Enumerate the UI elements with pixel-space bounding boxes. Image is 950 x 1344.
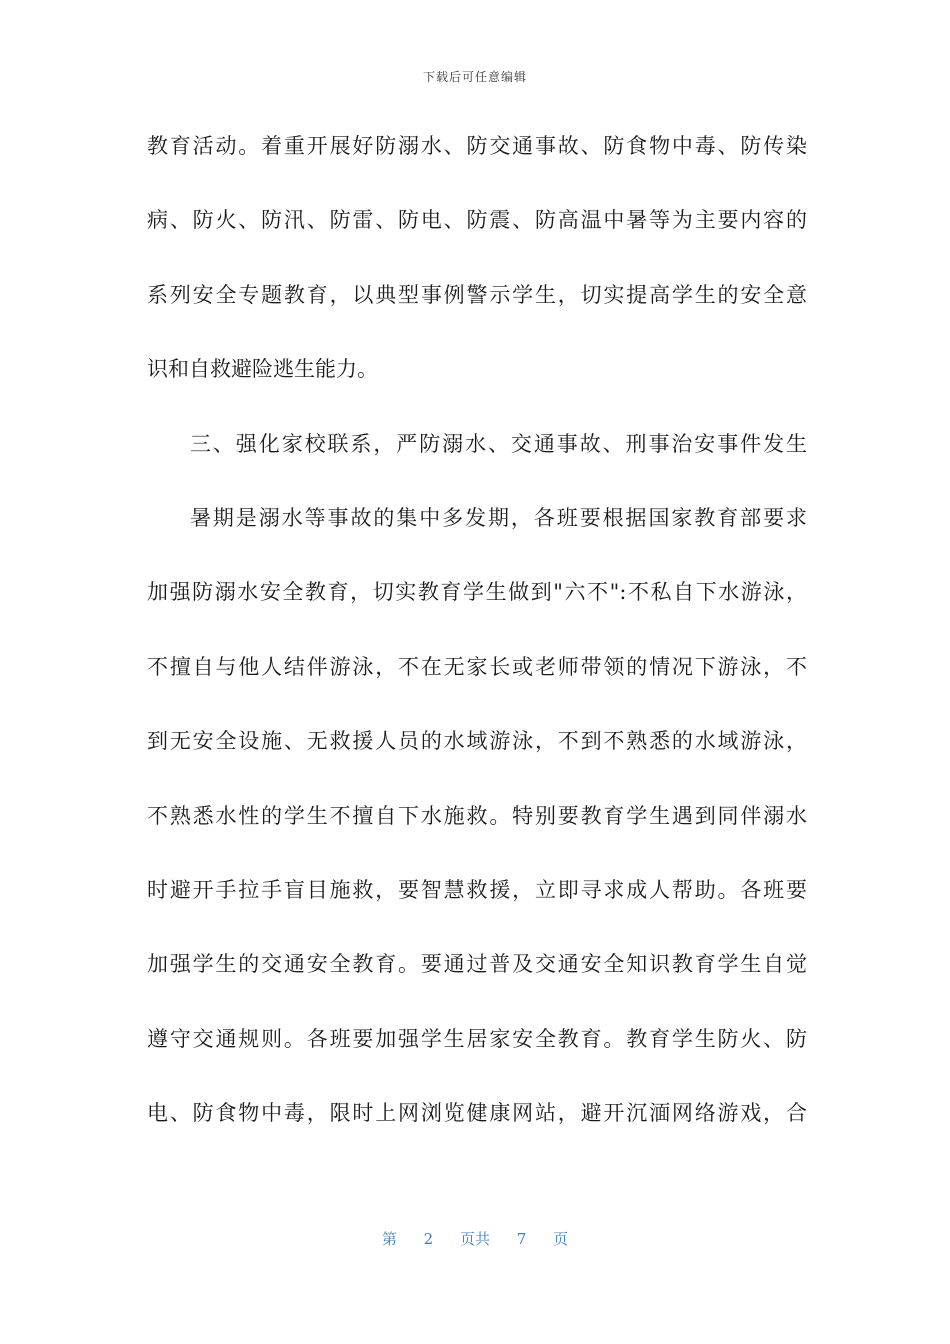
body-line: 遵守交通规则。各班要加强学生居家安全教育。教育学生防火、防 bbox=[147, 1026, 807, 1051]
body-line: 识和自救避险逃生能力。 bbox=[147, 357, 378, 382]
page-current: 2 bbox=[423, 1230, 434, 1248]
document-body bbox=[147, 126, 807, 1167]
page-label-mid: 页共 bbox=[459, 1230, 490, 1248]
page-footer bbox=[0, 1228, 950, 1249]
body-line: 病、防火、防汛、防雷、防电、防震、防高温中暑等为主要内容的 bbox=[147, 208, 807, 233]
body-line: 不擅自与他人结伴游泳，不在无家长或老师带领的情况下游泳，不 bbox=[147, 654, 807, 679]
body-line: 不熟悉水性的学生不擅自下水施救。特别要教育学生遇到同伴溺水 bbox=[147, 803, 807, 828]
body-line: 系列安全专题教育，以典型事例警示学生，切实提高学生的安全意 bbox=[147, 282, 807, 307]
page-label-suffix: 页 bbox=[553, 1230, 569, 1248]
section-heading: 三、强化家校联系，严防溺水、交通事故、刑事治安事件发生 bbox=[190, 431, 807, 456]
body-line: 教育活动。着重开展好防溺水、防交通事故、防食物中毒、防传染 bbox=[147, 134, 807, 158]
body-line: 电、防食物中毒，限时上网浏览健康网站，避开沉湎网络游戏，合 bbox=[147, 1101, 807, 1126]
body-line: 暑期是溺水等事故的集中多发期，各班要根据国家教育部要求 bbox=[190, 505, 807, 530]
body-line: 时避开手拉手盲目施救，要智慧救援，立即寻求成人帮助。各班要 bbox=[147, 877, 807, 902]
body-line: 到无安全设施、无救援人员的水域游泳，不到不熟悉的水域游泳， bbox=[147, 729, 807, 754]
body-line: 加强学生的交通安全教育。要通过普及交通安全知识教育学生自觉 bbox=[147, 952, 807, 977]
body-line: 加强防溺水安全教育，切实教育学生做到"六不":不私自下水游泳， bbox=[147, 580, 807, 605]
page-total: 7 bbox=[516, 1230, 527, 1248]
page-label-prefix: 第 bbox=[381, 1230, 397, 1248]
header-note: 下载后可任意编辑 bbox=[422, 70, 527, 84]
